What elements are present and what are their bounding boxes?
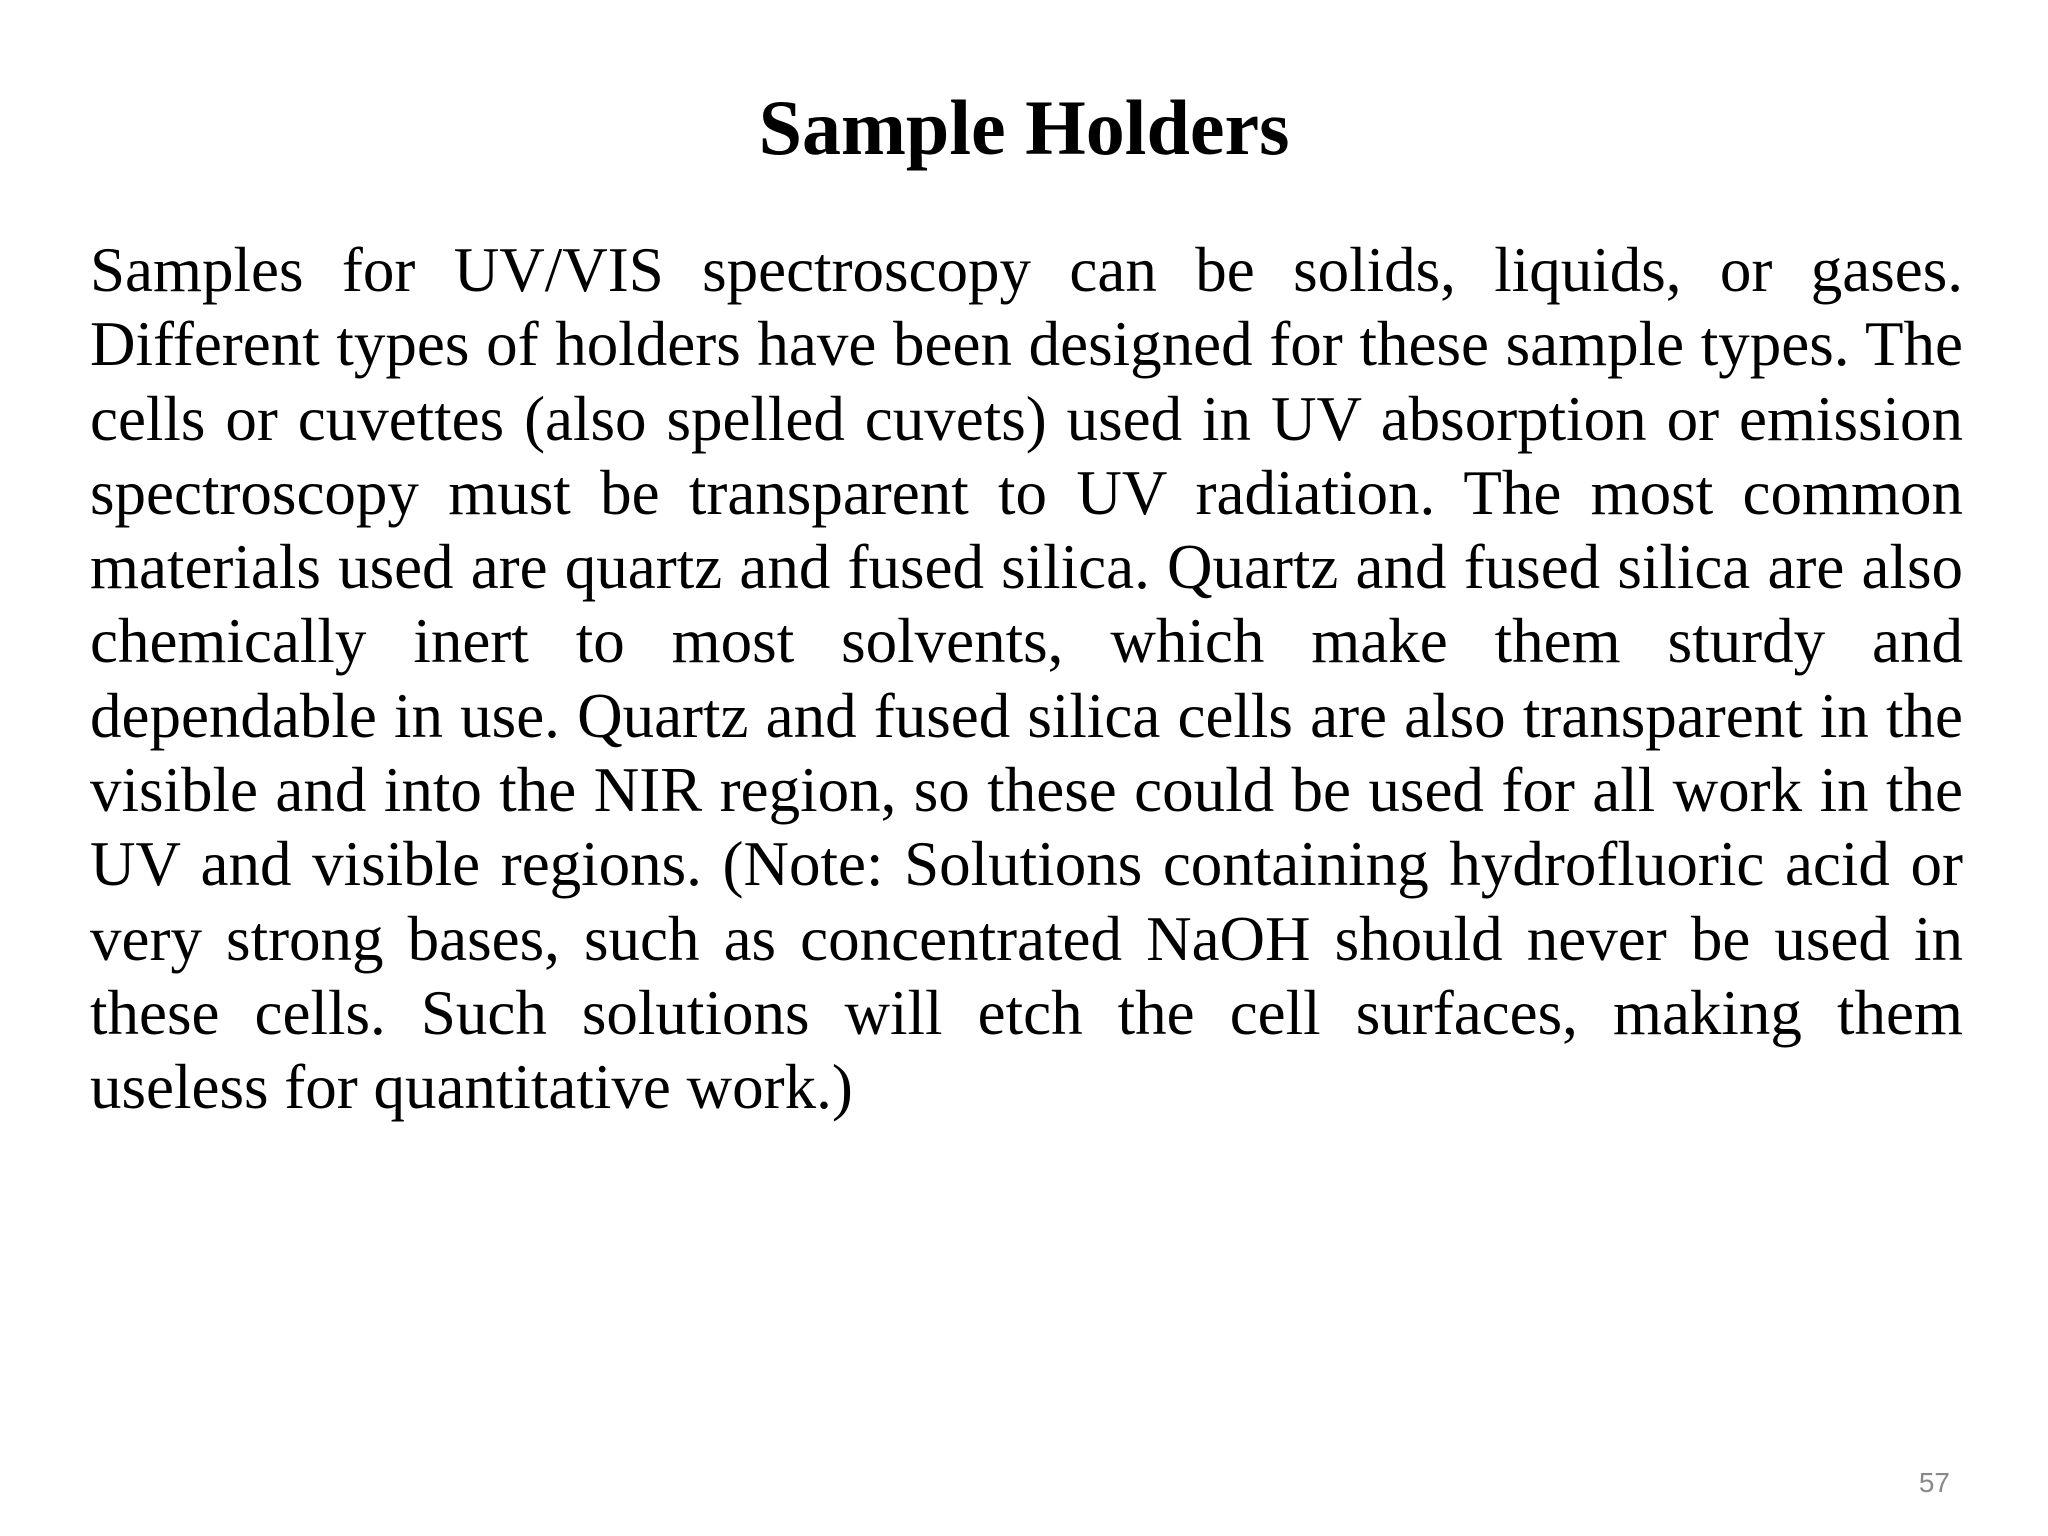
body-paragraph: Samples for UV/VIS spectroscopy can be solids, liquids, or gases. Different types of holders have been designed for these sample types. The cells or cuvettes (also spelled cuvets) used in UV absorption or emission spectroscopy must be transparent to UV radiation. The most common materials used are quartz and fused silica. Quartz and fused silica are also chemically inert to most solvents, which make them sturdy and dependable in use. Quartz and fused silica cells are also transparent in the visible and into the NIR region, so these could be used for all work in the UV and visible regions. (Note: Solutions containing hydrofluoric acid or very strong bases, such as concentrated NaOH should never be used in these cells. Such solutions will etch the cell surfaces, making them useless for quantitative work.) xyxy=(90,235,1963,1123)
page-number: 57 xyxy=(1918,1467,1950,1498)
slide-title: Sample Holders xyxy=(758,84,1290,171)
